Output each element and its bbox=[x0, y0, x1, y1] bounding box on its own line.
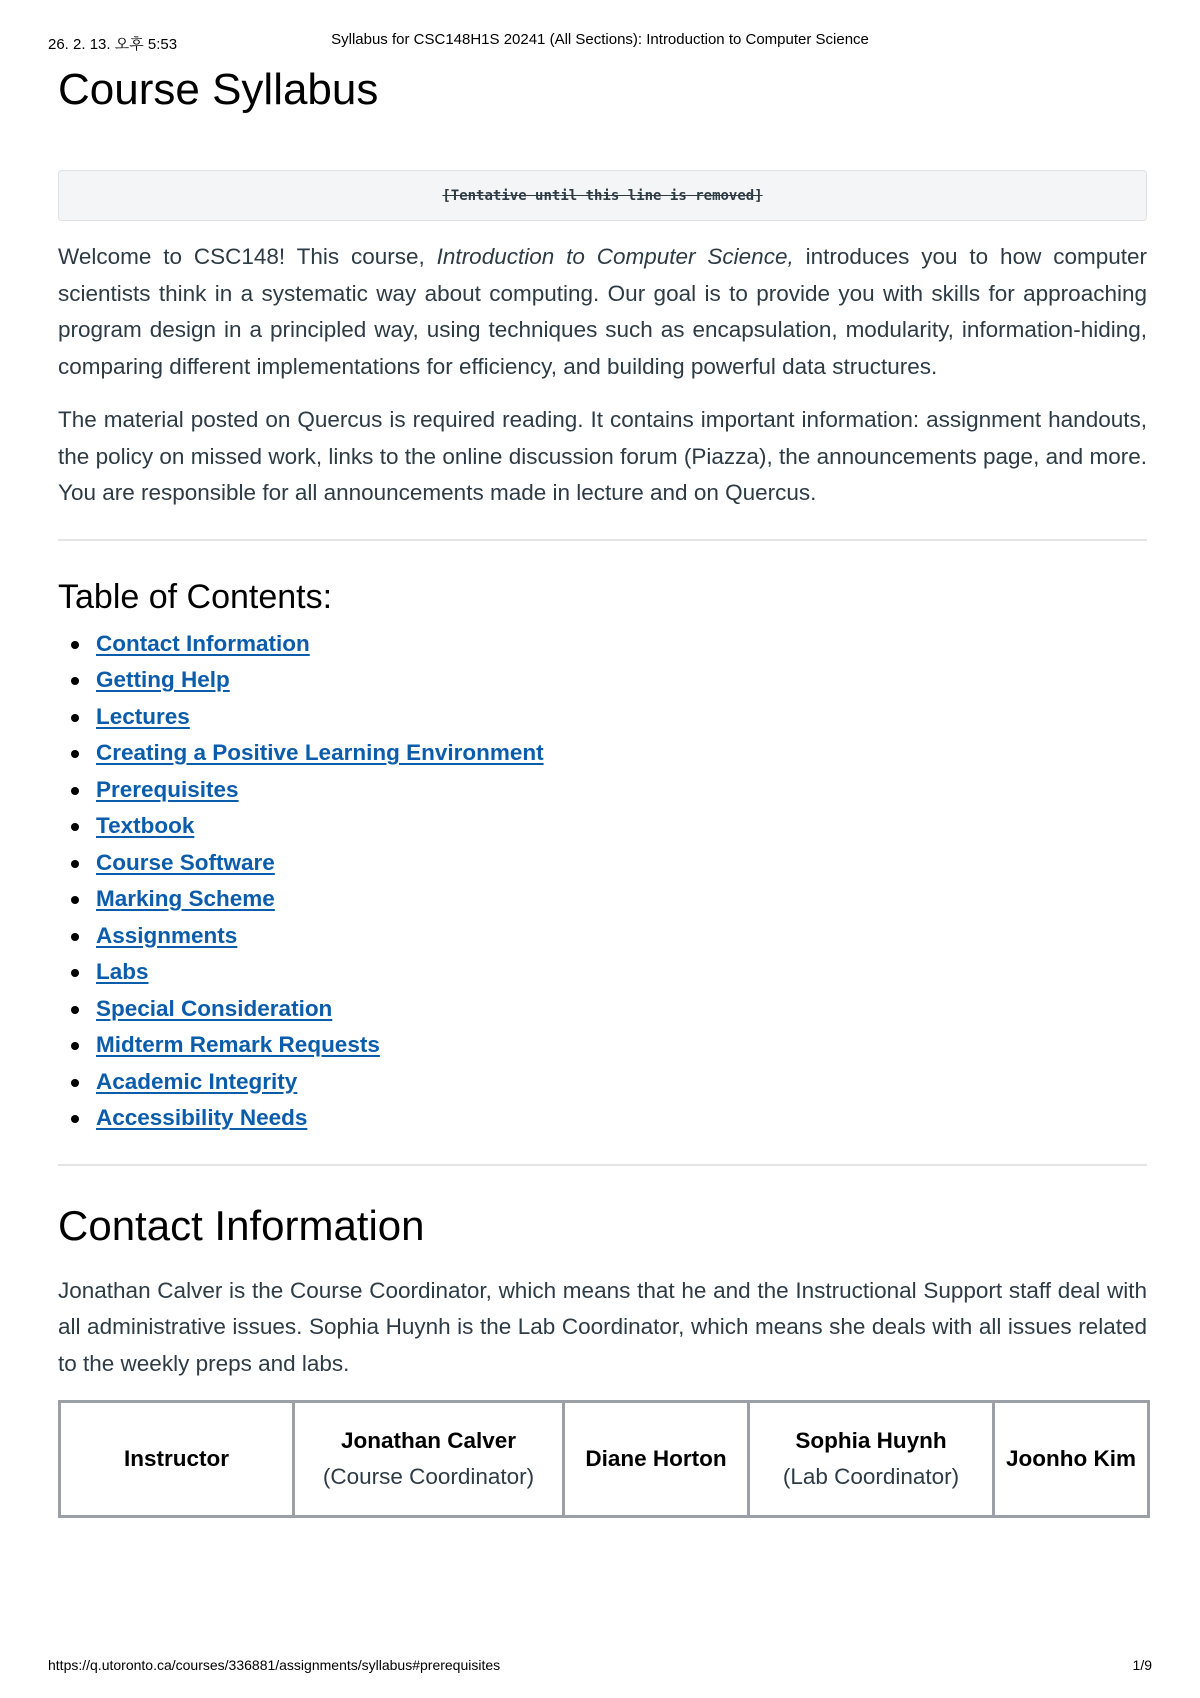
course-name: Introduction to Computer Science, bbox=[436, 244, 794, 269]
instructor-role: (Course Coordinator) bbox=[322, 1464, 535, 1489]
bullet-icon bbox=[71, 823, 79, 831]
instructor-table bbox=[58, 1400, 1150, 1518]
toc-item bbox=[58, 808, 1147, 845]
instructor-role: (Lab Coordinator) bbox=[782, 1464, 960, 1489]
print-document-title: Syllabus for CSC148H1S 20241 (All Sections): Introduction to Computer Science bbox=[331, 31, 869, 48]
bullet-icon bbox=[71, 1115, 79, 1123]
toc-heading: Table of Contents: bbox=[58, 577, 333, 616]
tentative-notice: [Tentative until this line is removed] bbox=[442, 188, 763, 204]
toc-link-marking-scheme[interactable]: Marking Scheme bbox=[96, 886, 275, 911]
bullet-icon bbox=[71, 896, 79, 904]
toc-item bbox=[58, 1027, 1147, 1064]
toc-item bbox=[58, 881, 1147, 918]
bullet-icon bbox=[71, 1042, 79, 1050]
divider bbox=[58, 539, 1147, 541]
bullet-icon bbox=[71, 677, 79, 685]
toc-link-positive-learning-environment[interactable]: Creating a Positive Learning Environment bbox=[96, 740, 544, 765]
table-header-cell bbox=[60, 1402, 294, 1517]
bullet-icon bbox=[71, 1079, 79, 1087]
contact-heading: Contact Information bbox=[58, 1201, 425, 1249]
toc-item bbox=[58, 1100, 1147, 1137]
bullet-icon bbox=[71, 860, 79, 868]
contact-paragraph: Jonathan Calver is the Course Coordinator, which means that he and the Instructional Support staff deal with all administrative issues. Sophia Huynh is the Lab Coordinator, which means she deals with all issues related to the weekly preps and labs. bbox=[58, 1277, 1147, 1376]
instructor-cell bbox=[564, 1402, 749, 1517]
instructor-cell bbox=[994, 1402, 1149, 1517]
page-number: 1/9 bbox=[1132, 1657, 1152, 1673]
toc-link-labs[interactable]: Labs bbox=[96, 959, 149, 984]
toc-link-academic-integrity[interactable]: Academic Integrity bbox=[96, 1068, 298, 1094]
bullet-icon bbox=[71, 714, 79, 722]
bullet-icon bbox=[71, 1006, 79, 1014]
bullet-icon bbox=[71, 750, 79, 758]
tentative-notice-box bbox=[58, 170, 1147, 221]
instructor-name: Diane Horton bbox=[585, 1446, 727, 1471]
print-footer bbox=[48, 1657, 1152, 1679]
toc-link-assignments[interactable]: Assignments bbox=[96, 922, 238, 948]
material-paragraph: The material posted on Quercus is required reading. It contains important information: assignment handouts, the policy on missed work, links to the online discussion forum (Piazza), the announcements page, and more. You are responsible for all announcements made in lecture and on Quercus. bbox=[58, 407, 1147, 505]
toc-link-special-consideration[interactable]: Special Consideration bbox=[96, 995, 333, 1021]
bullet-icon bbox=[71, 969, 79, 977]
toc-item bbox=[58, 954, 1147, 991]
instructor-name: Jonathan Calver bbox=[340, 1428, 517, 1453]
toc-link-contact-information[interactable]: Contact Information bbox=[96, 630, 310, 656]
bullet-icon bbox=[71, 787, 79, 795]
intro-paragraph bbox=[58, 239, 1147, 385]
table-of-contents bbox=[58, 626, 1147, 1137]
toc-link-getting-help[interactable]: Getting Help bbox=[96, 667, 230, 692]
toc-link-course-software[interactable]: Course Software bbox=[96, 849, 275, 875]
intro-text-end: introduces you to how computer scientists think in a systematic way about computing. Our goal is to provide you with skills for approaching program design in a principled way, using techniques such as encapsulation, modularity, information-hiding, comparing different implementations for efficiency, and building powerful data structures. bbox=[58, 244, 1147, 379]
bullet-icon bbox=[71, 933, 79, 941]
instructor-cell bbox=[749, 1402, 994, 1517]
syllabus-content bbox=[58, 62, 1147, 1518]
toc-item bbox=[58, 1064, 1147, 1101]
intro-text-start: Welcome to CSC148! This course, bbox=[58, 244, 437, 269]
toc-link-lectures[interactable]: Lectures bbox=[96, 703, 190, 729]
instructor-header-label: Instructor bbox=[123, 1446, 229, 1471]
toc-link-accessibility-needs[interactable]: Accessibility Needs bbox=[96, 1105, 308, 1130]
print-date: 26. 2. 13. 오후 5:53 bbox=[48, 36, 178, 53]
toc-item bbox=[58, 918, 1147, 955]
bullet-icon bbox=[71, 641, 79, 649]
instructor-name: Sophia Huynh bbox=[795, 1428, 947, 1453]
toc-item bbox=[58, 735, 1147, 772]
instructor-name: Joonho Kim bbox=[1006, 1446, 1136, 1471]
instructor-cell bbox=[294, 1402, 564, 1517]
toc-link-prerequisites[interactable]: Prerequisites bbox=[96, 776, 239, 802]
toc-link-midterm-remark-requests[interactable]: Midterm Remark Requests bbox=[96, 1032, 380, 1057]
toc-item bbox=[58, 662, 1147, 699]
toc-item bbox=[58, 699, 1147, 736]
toc-item bbox=[58, 626, 1147, 663]
toc-item bbox=[58, 772, 1147, 809]
table-row bbox=[60, 1402, 1149, 1517]
toc-item bbox=[58, 991, 1147, 1028]
toc-item bbox=[58, 845, 1147, 882]
print-header bbox=[48, 31, 1152, 53]
toc-link-textbook[interactable]: Textbook bbox=[96, 813, 195, 838]
page-title: Course Syllabus bbox=[58, 65, 379, 114]
print-url: https://q.utoronto.ca/courses/336881/assignments/syllabus#prerequisites bbox=[48, 1657, 501, 1673]
divider bbox=[58, 1164, 1147, 1166]
